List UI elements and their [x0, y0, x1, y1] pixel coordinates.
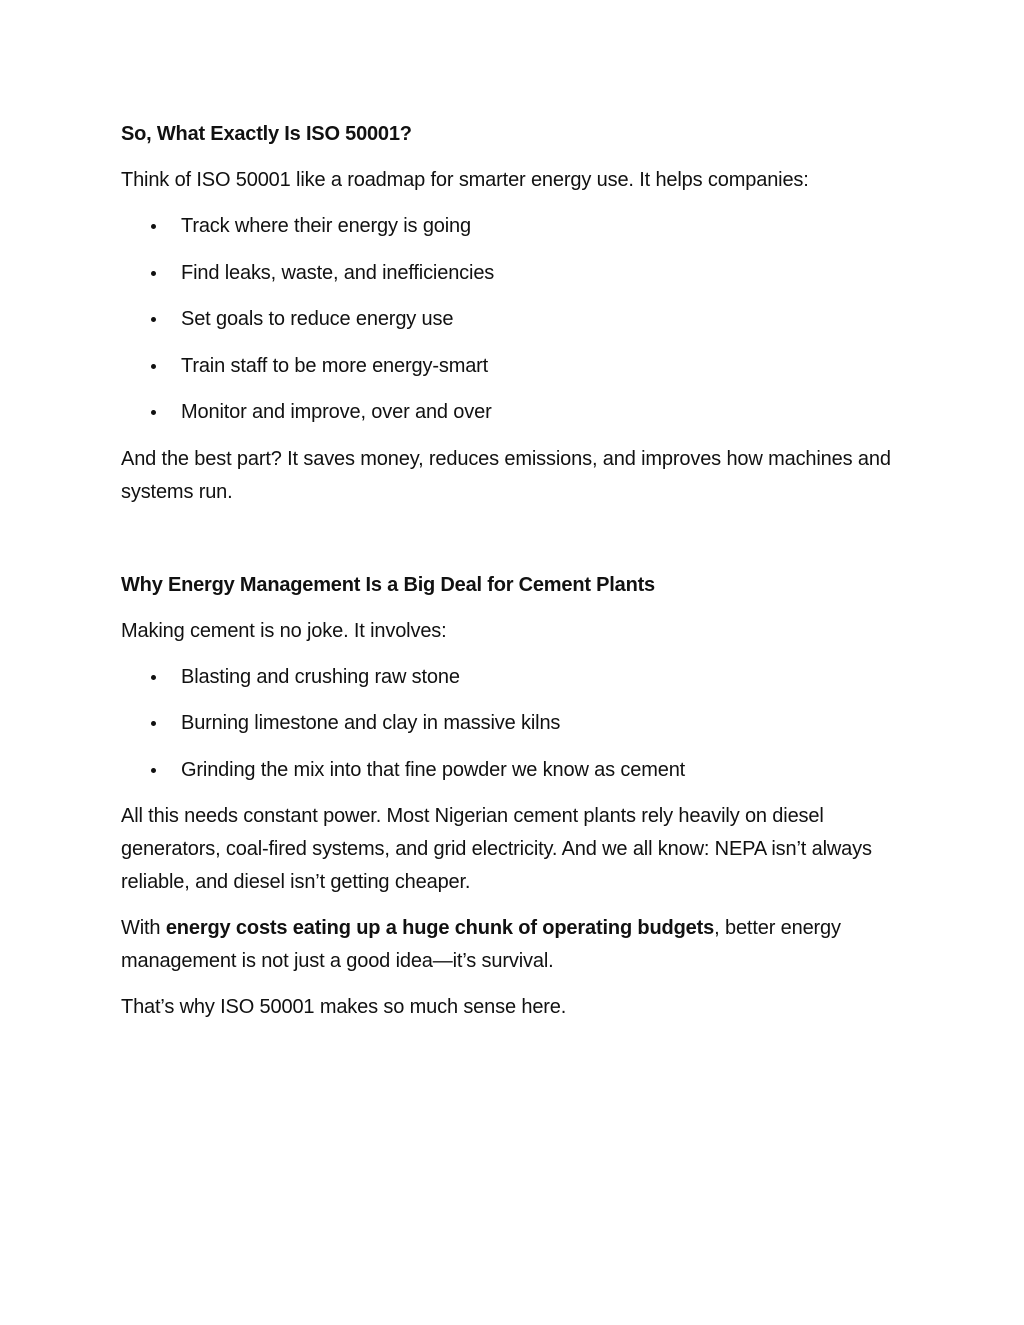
list-item — [121, 303, 911, 336]
bullet-icon — [151, 271, 156, 276]
section2-paragraph-energy-costs — [121, 912, 911, 978]
list-item-text: Grinding the mix into that fine powder we know as cement — [181, 758, 686, 781]
bullet-icon — [151, 675, 156, 680]
document-page — [121, 118, 911, 1037]
bullet-icon — [151, 721, 156, 726]
section1-bullet-list — [121, 210, 911, 429]
section-heading-cement-plants: Why Energy Management Is a Big Deal for Cement Plants — [121, 573, 655, 596]
list-item — [121, 754, 911, 787]
list-item-text: Blasting and crushing raw stone — [181, 665, 460, 688]
list-item — [121, 257, 911, 290]
bullet-icon — [151, 410, 156, 415]
paragraph-text-prefix: With — [121, 917, 166, 939]
section2-bullet-list — [121, 661, 911, 787]
section-heading-iso-50001: So, What Exactly Is ISO 50001? — [121, 123, 412, 145]
list-item-text: Monitor and improve, over and over — [181, 401, 492, 423]
list-item-text: Track where their energy is going — [181, 215, 472, 237]
paragraph-bold-emphasis: energy costs eating up a huge chunk of operating budgets — [165, 917, 715, 939]
bullet-icon — [151, 317, 156, 322]
section2-paragraph-conclusion: That’s why ISO 50001 makes so much sense here. — [121, 996, 567, 1018]
bullet-icon — [151, 224, 156, 229]
list-item — [121, 707, 911, 740]
list-item — [121, 396, 911, 429]
section2-intro: Making cement is no joke. It involves: — [121, 619, 447, 642]
list-item-text: Set goals to reduce energy use — [181, 308, 454, 330]
paragraph-text-suffix: , better energy management is not just a good idea—it’s survival. — [121, 917, 841, 972]
list-item-text: Train staff to be more energy-smart — [181, 354, 489, 377]
section1-intro: Think of ISO 50001 like a roadmap for smarter energy use. It helps companies: — [121, 169, 809, 191]
list-item-text: Burning limestone and clay in massive kilns — [181, 712, 561, 734]
bullet-icon — [151, 364, 156, 369]
list-item — [121, 350, 911, 383]
section-spacer — [121, 522, 911, 569]
bullet-icon — [151, 768, 156, 773]
section2-paragraph-power: All this needs constant power. Most Nigerian cement plants rely heavily on diesel generators, coal-fired systems, and grid electricity. And we all know: NEPA isn’t always reliable, and diesel isn’t getting cheaper. — [121, 805, 872, 893]
section1-closing: And the best part? It saves money, reduces emissions, and improves how machines and systems run. — [121, 447, 891, 503]
list-item — [121, 661, 911, 694]
list-item — [121, 210, 911, 243]
list-item-text: Find leaks, waste, and inefficiencies — [181, 261, 495, 284]
